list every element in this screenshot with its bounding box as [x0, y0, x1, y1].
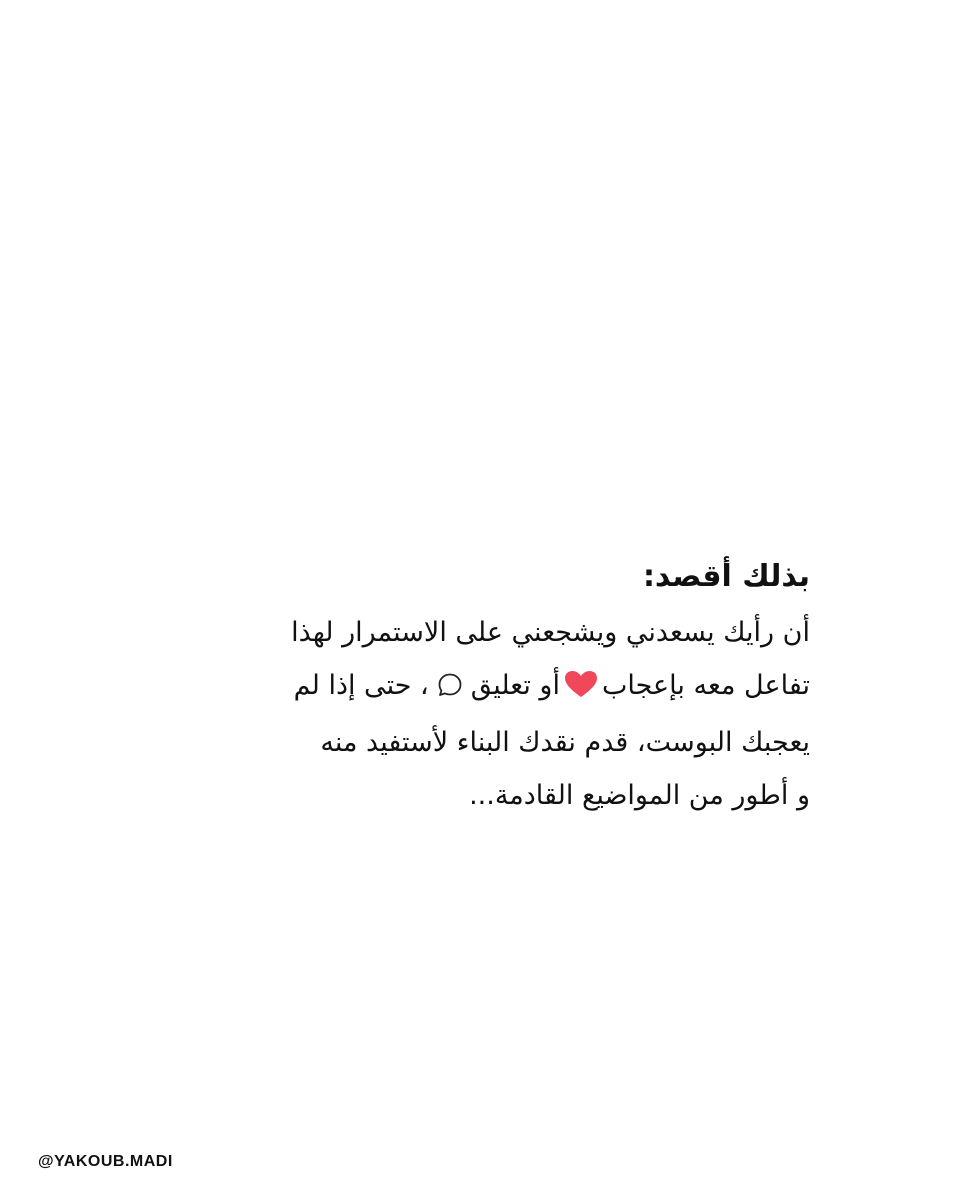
- post-line-2-part-3: ، حتى إذا لم: [293, 670, 429, 701]
- post-line-2-part-1: تفاعل معه بإعجاب: [601, 670, 810, 701]
- post-text-block: [170, 552, 810, 822]
- post-line-4: و أطور من المواضيع القادمة...: [469, 780, 810, 811]
- author-handle: @YAKOUB.MADI: [38, 1153, 173, 1170]
- post-heading: بذلك أقصد:: [642, 559, 810, 594]
- post-line-1: أن رأيك يسعدني ويشجعني على الاستمرار لهذا: [291, 617, 810, 648]
- post-line-2-part-2: أو تعليق: [470, 670, 560, 701]
- post-line-3: يعجبك البوست، قدم نقدك البناء لأستفيد منه: [320, 727, 810, 758]
- heart-icon: [564, 663, 598, 716]
- post-line-2: [170, 659, 810, 716]
- speech-bubble-icon: [437, 663, 463, 716]
